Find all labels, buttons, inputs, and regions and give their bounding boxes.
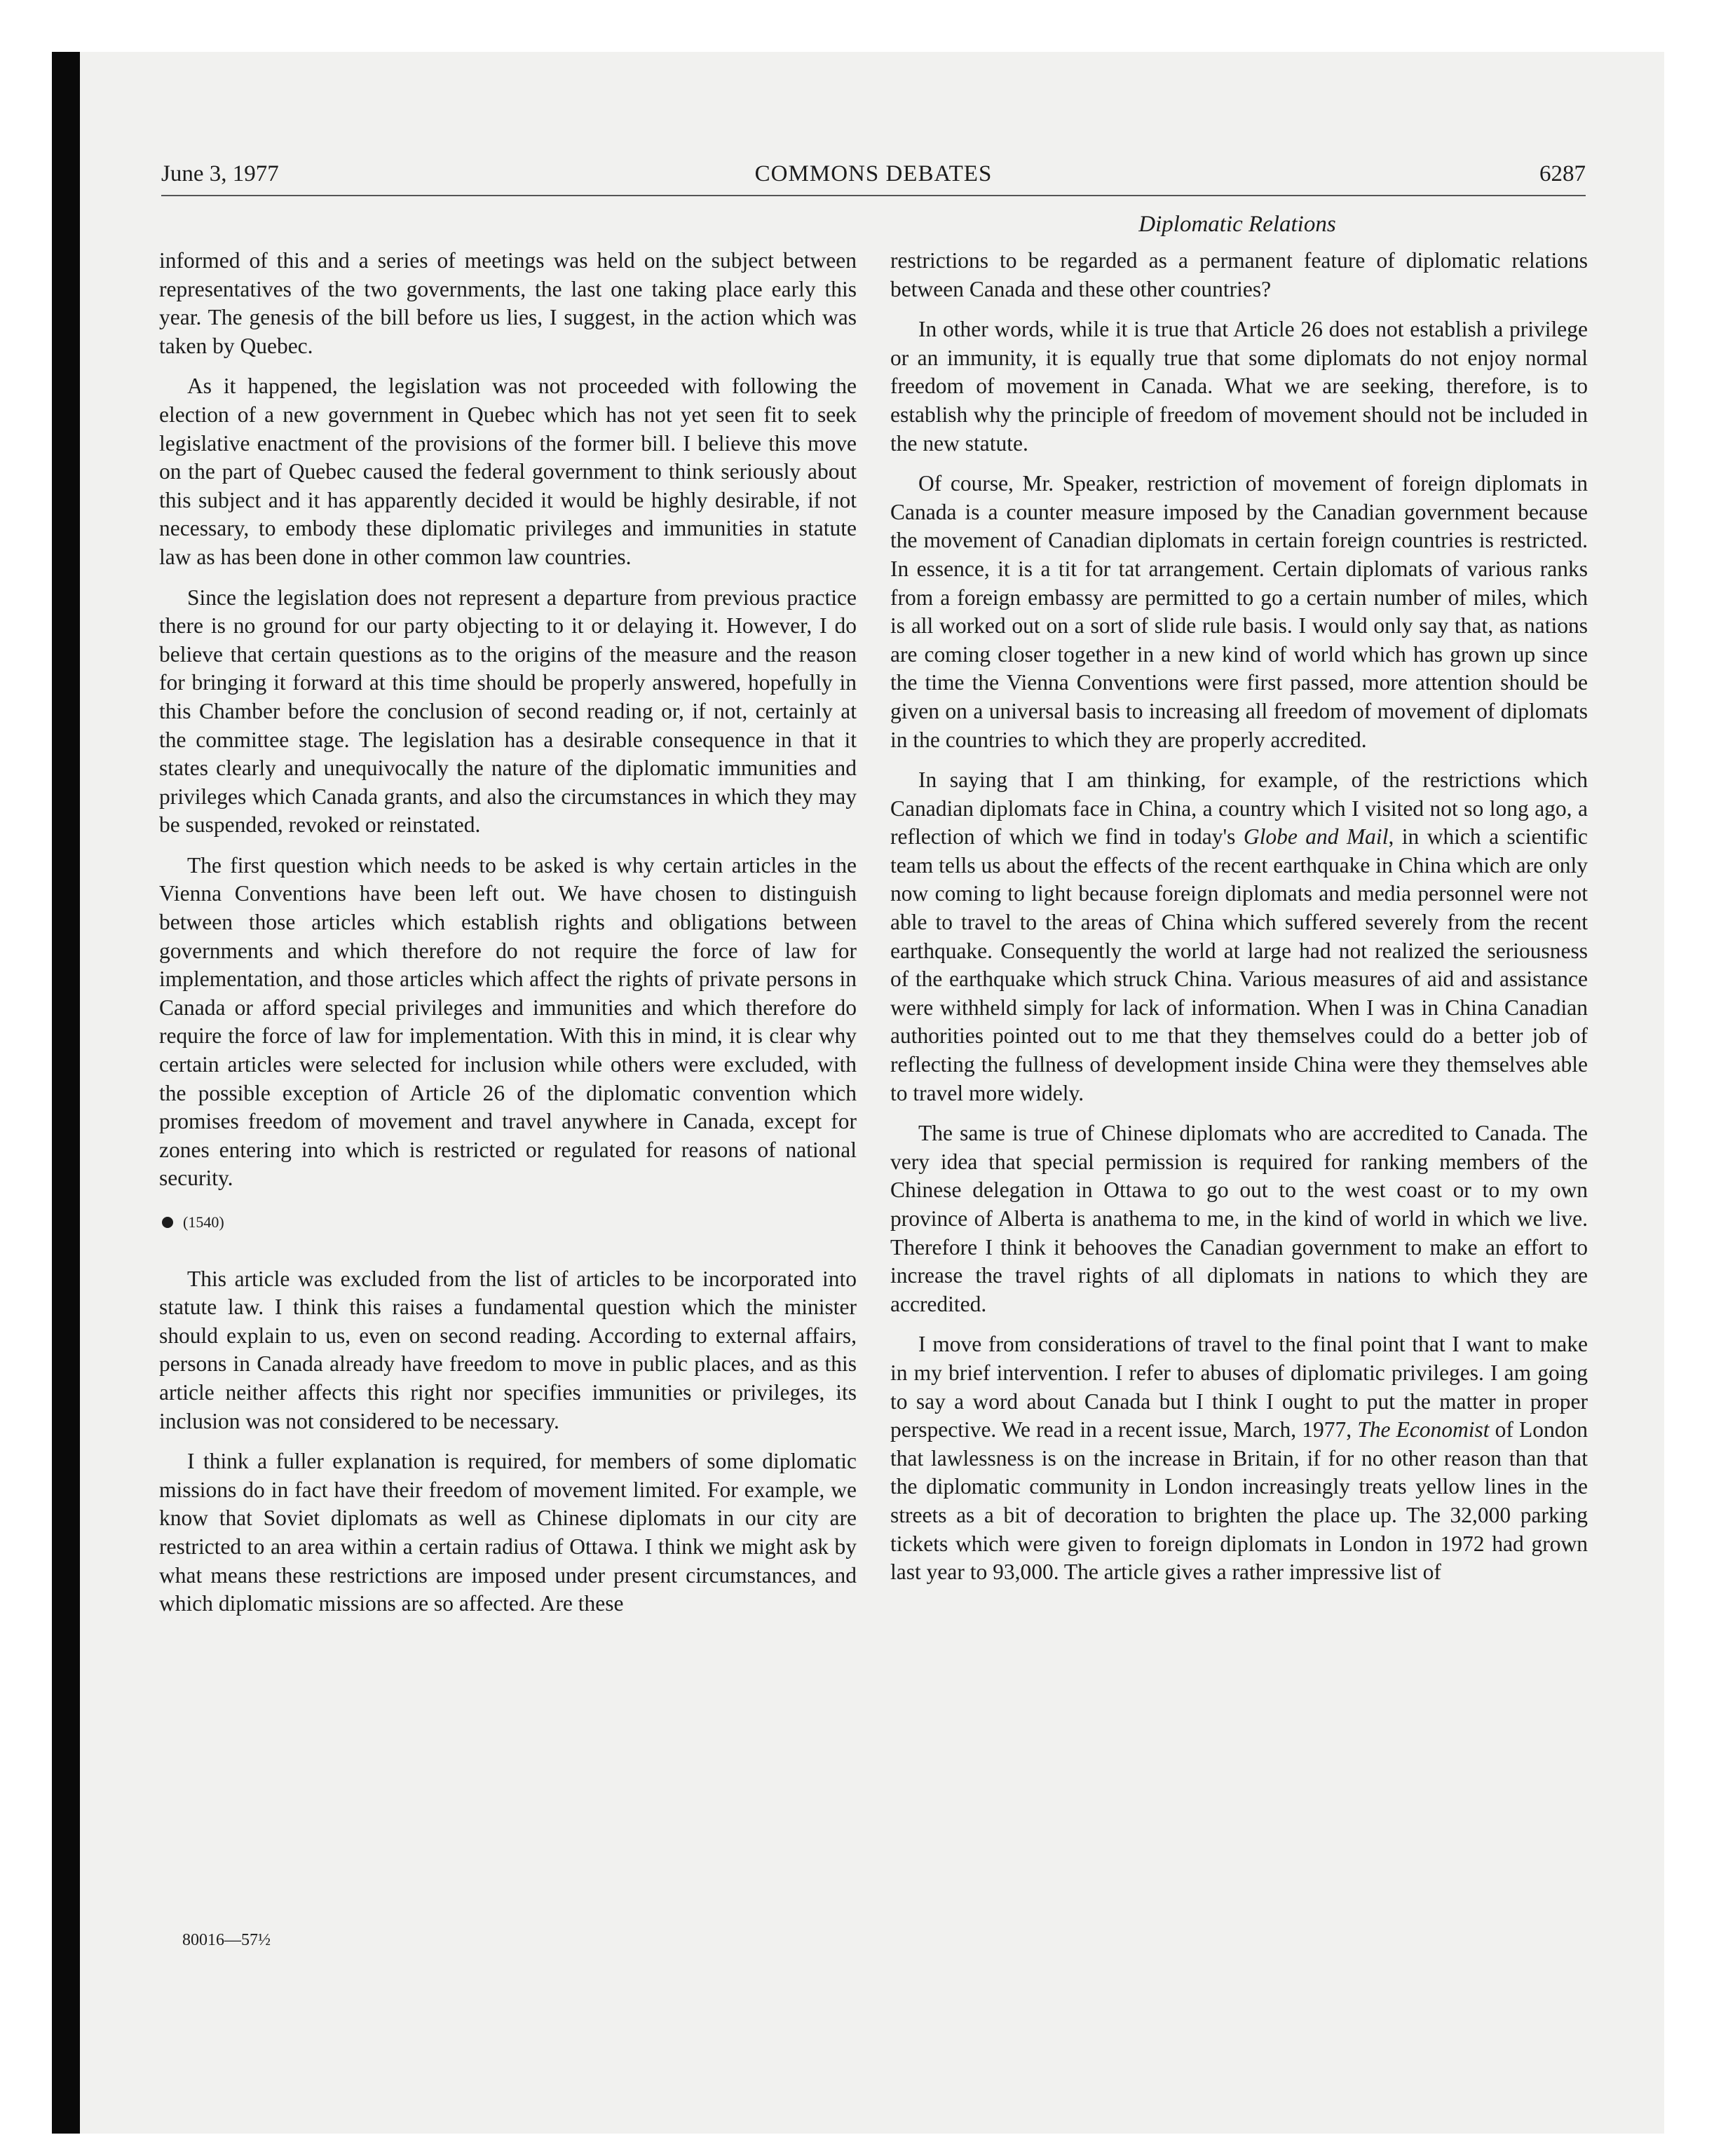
right-paragraph-6-text-a: I move from considerations of travel to the final point that I want to make in my brief intervention. I refer to abuses of diplomatic privileges. I am going to say a word about Canada but I think I ought to put the matter in proper perspective. We read in a recent issue, March, 1977,: [890, 1332, 1588, 1442]
right-paragraph-4: [890, 766, 1588, 1107]
right-paragraph-6-text-b: of London that lawlessness is on the increase in Britain, if for no other reason than that the diplomatic community in London increasingly treats yellow lines in the streets as a bit of decoration to brighten the place up. The 32,000 parking tickets which were given to foreign diplomats in London in 1972 had grown last year to 93,000. The article gives a rather impressive list of: [890, 1417, 1588, 1585]
bullet-icon: [162, 1217, 173, 1228]
left-paragraph-4: The first question which needs to be asked is why certain articles in the Vienna Conventions have been left out. We have chosen to distinguish between those articles which establish rights and obligations between governments and which therefore do not require the force of law for implementation, and those articles which affect the rights of private persons in Canada or afford special privileges and immunities and which therefore do require the force of law for implementation. With this in mind, it is clear why certain articles were selected for inclusion while others were excluded, with the possible exception of Article 26 of the diplomatic convention which promises freedom of movement and travel anywhere in Canada, except for zones entering into which is restricted or regulated for reasons of national security.: [159, 852, 857, 1191]
right-paragraph-3: Of course, Mr. Speaker, restriction of movement of foreign diplomats in Canada is a counter measure imposed by the Canadian government because the movement of Canadian diplomats in certain foreign countries is restricted. In essence, it is a tit for tat arrangement. Certain diplomats of various ranks from a foreign embassy are permitted to go a certain number of miles, which is all worked out on a sort of slide rule basis. I would only say that, as nations are coming closer together in a new kind of world which has grown up since the time the Vienna Conventions were first passed, more attention should be given on a universal basis to increasing all freedom of movement of diplomats in the countries to which they are properly accredited.: [890, 471, 1588, 752]
right-paragraph-4-text-b: , in which a scientific team tells us about the effects of the recent earthquake in China which are only now coming to light because foreign diplomats and media personnel were not able to travel to the areas of China which suffered severely from the recent earthquake. Consequently the world at large had not realized the seriousness of the earthquake which struck China. Various measures of aid and assistance were withheld simply for lack of information. When I was in China Canadian authorities pointed out to me that they themselves could do a better job of reflecting the fullness of development inside China were they themselves able to travel more widely.: [890, 824, 1588, 1105]
time-marker: [159, 1208, 857, 1237]
right-paragraph-5: The same is true of Chinese diplomats who are accredited to Canada. The very idea that special permission is required for ranking members of the Chinese delegation in Ottawa to go out to the west coast or to my own province of Alberta is anathema to me, in the kind of world in which we live. Therefore I think it behooves the Canadian government to make an effort to increase the travel rights of all diplomats in nations to which they are accredited.: [890, 1121, 1588, 1316]
scan-edge-bar: [52, 52, 80, 2134]
header-date: June 3, 1977: [161, 161, 279, 186]
newspaper-title: Globe and Mail: [1243, 824, 1389, 850]
right-column: [890, 247, 1588, 1599]
left-paragraph-5: This article was excluded from the list of articles to be incorporated into statute law. I think this raises a fundamental question which the minister should explain to us, even on second reading. According to external affairs, persons in Canada already have freedom to move in public places, and as this article neither affects this right nor specifies immunities or privileges, its inclusion was not considered to be necessary.: [159, 1266, 857, 1433]
left-paragraph-2: As it happened, the legislation was not proceeded with following the election of a new government in Quebec which has not yet seen fit to seek legislative enactment of the provisions of the former bill. I believe this move on the part of Quebec caused the federal government to think seriously about this subject and it has apparently decided it would be highly desirable, if not necessary, to embody these diplomatic privileges and immunities in statute law as has been done in other common law countries.: [159, 374, 857, 569]
time-marker-text: (1540): [183, 1213, 224, 1231]
header-publication: COMMONS DEBATES: [754, 161, 993, 186]
section-title: Diplomatic Relations: [1138, 212, 1336, 237]
footer-code: 80016—57½: [182, 1931, 271, 1949]
right-paragraph-6: [890, 1330, 1588, 1586]
left-paragraph-1: informed of this and a series of meetings was held on the subject between representatives of the two governments, the last one taking place early this year. The genesis of the bill before us lies, I suggest, in the action which was taken by Quebec.: [159, 248, 857, 358]
left-paragraph-3: Since the legislation does not represent a departure from previous practice there is no ground for our party objecting to it or delaying it. However, I do believe that certain questions as to the origins of the measure and the reason for bringing it forward at this time should be properly answered, hopefully in this Chamber before the conclusion of second reading or, if not, certainly at the committee stage. The legislation has a desirable consequence in that it states clearly and unequivocally the nature of the diplomatic immunities and privileges which Canada grants, and also the circumstances in which they may be suspended, revoked or reinstated.: [159, 585, 857, 838]
page-header: [161, 161, 1586, 196]
right-paragraph-4-text-a: In saying that I am thinking, for example, of the restrictions which Canadian diplomats face in China, a country which I visited not so long ago, a reflection of which we find in today's: [890, 767, 1588, 850]
right-paragraph-2: In other words, while it is true that Article 26 does not establish a privilege or an immunity, it is equally true that some diplomats do not enjoy normal freedom of movement in Canada. What we are seeking, therefore, is to establish why the principle of freedom of movement should not be included in the new statute.: [890, 317, 1588, 456]
right-paragraph-1: restrictions to be regarded as a permanent feature of diplomatic relations between Canada and these other countries?: [890, 248, 1588, 301]
left-paragraph-6: I think a fuller explanation is required, for members of some diplomatic missions do in fact have their freedom of movement limited. For example, we know that Soviet diplomats as well as Chinese diplomats in our city are restricted to an area within a certain radius of Ottawa. I think we might ask by what means these restrictions are imposed under present circumstances, and which diplomatic missions are so affected. Are these: [159, 1449, 857, 1616]
left-column: [159, 247, 857, 1630]
header-page-number: 6287: [1539, 161, 1586, 186]
magazine-title: The Economist: [1357, 1417, 1490, 1442]
